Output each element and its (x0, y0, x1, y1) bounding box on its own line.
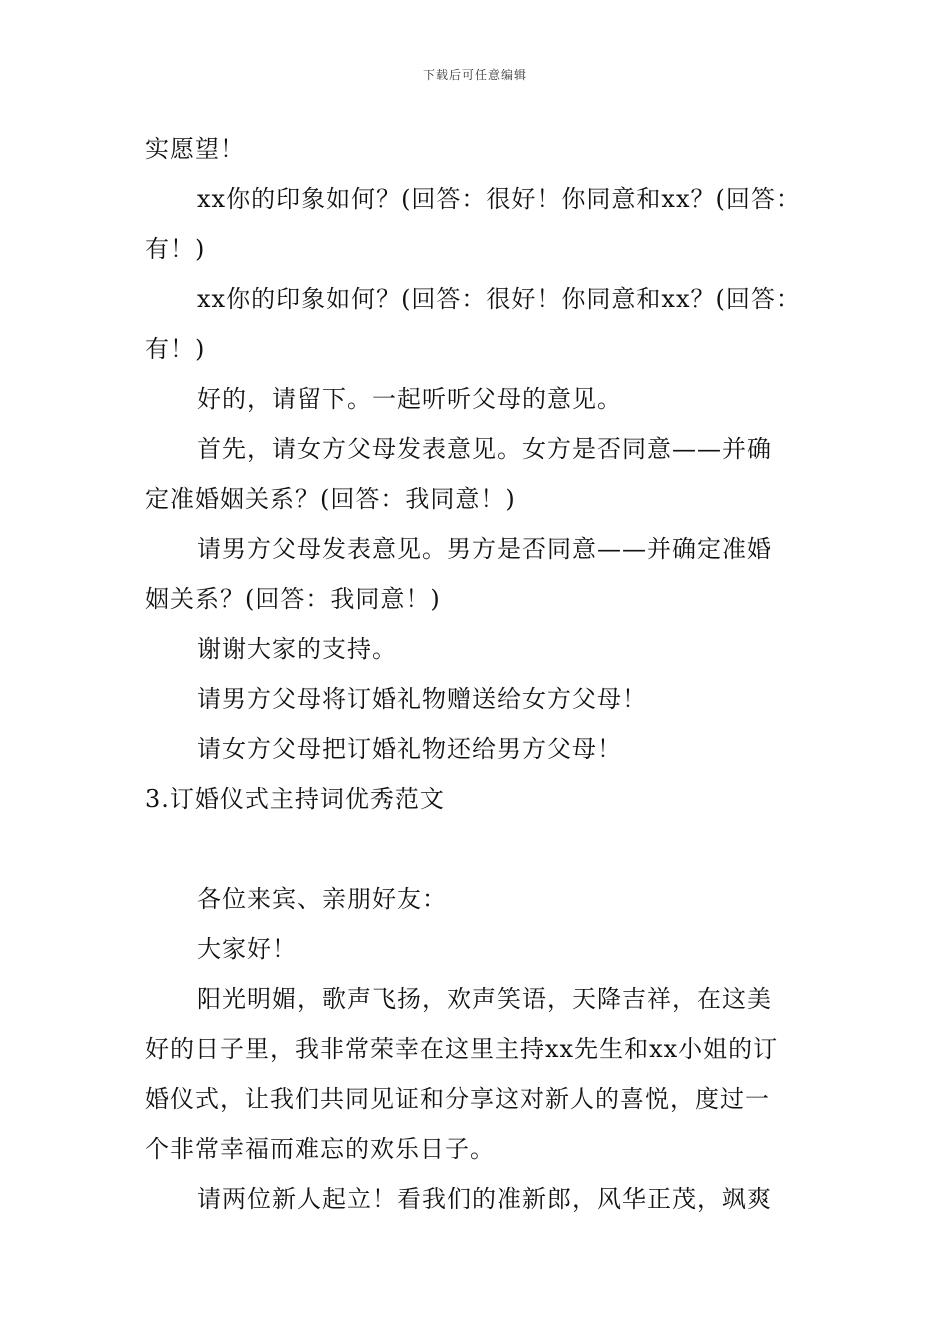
paragraph-line: 好的，请留下。一起听听父母的意见。 (197, 385, 622, 413)
paragraph-line: 请男方父母将订婚礼物赠送给女方父母！ (197, 685, 647, 713)
paragraph-line: 个非常幸福而难忘的欢乐日子。 (145, 1135, 495, 1163)
paragraph-line: 婚仪式，让我们共同见证和分享这对新人的喜悦，度过一 (145, 1085, 770, 1113)
paragraph-line: 谢谢大家的支持。 (197, 635, 397, 663)
paragraph-line: 实愿望！ (145, 135, 245, 163)
paragraph-line: 阳光明媚，歌声飞扬，欢声笑语，天降吉祥，在这美 (197, 985, 772, 1013)
paragraph-line: 各位来宾、亲朋好友： (197, 885, 447, 913)
paragraph-line: 有！) (145, 235, 206, 263)
paragraph-line: 首先，请女方父母发表意见。女方是否同意——并确 (197, 435, 772, 463)
paragraph-line: 请两位新人起立！看我们的准新郎，风华正茂，飒爽 (197, 1185, 772, 1213)
page-header: 下载后可任意编辑 (422, 68, 527, 82)
paragraph-line: 定准婚姻关系？(回答：我同意！) (145, 485, 516, 513)
paragraph-line: 请男方父母发表意见。男方是否同意——并确定准婚 (197, 535, 772, 563)
section-heading: 3.订婚仪式主持词优秀范文 (145, 785, 445, 813)
paragraph-line: 大家好！ (197, 935, 297, 963)
paragraph-line: 有！) (145, 335, 206, 363)
paragraph-line: 好的日子里，我非常荣幸在这里主持xx先生和xx小姐的订 (145, 1035, 779, 1063)
paragraph-line: xx你的印象如何？(回答：很好！你同意和xx？(回答： (197, 185, 801, 213)
paragraph-line: 姻关系？(回答：我同意！) (145, 585, 441, 613)
paragraph-line: 请女方父母把订婚礼物还给男方父母！ (197, 735, 622, 763)
paragraph-line: xx你的印象如何？(回答：很好！你同意和xx？(回答： (197, 285, 801, 313)
